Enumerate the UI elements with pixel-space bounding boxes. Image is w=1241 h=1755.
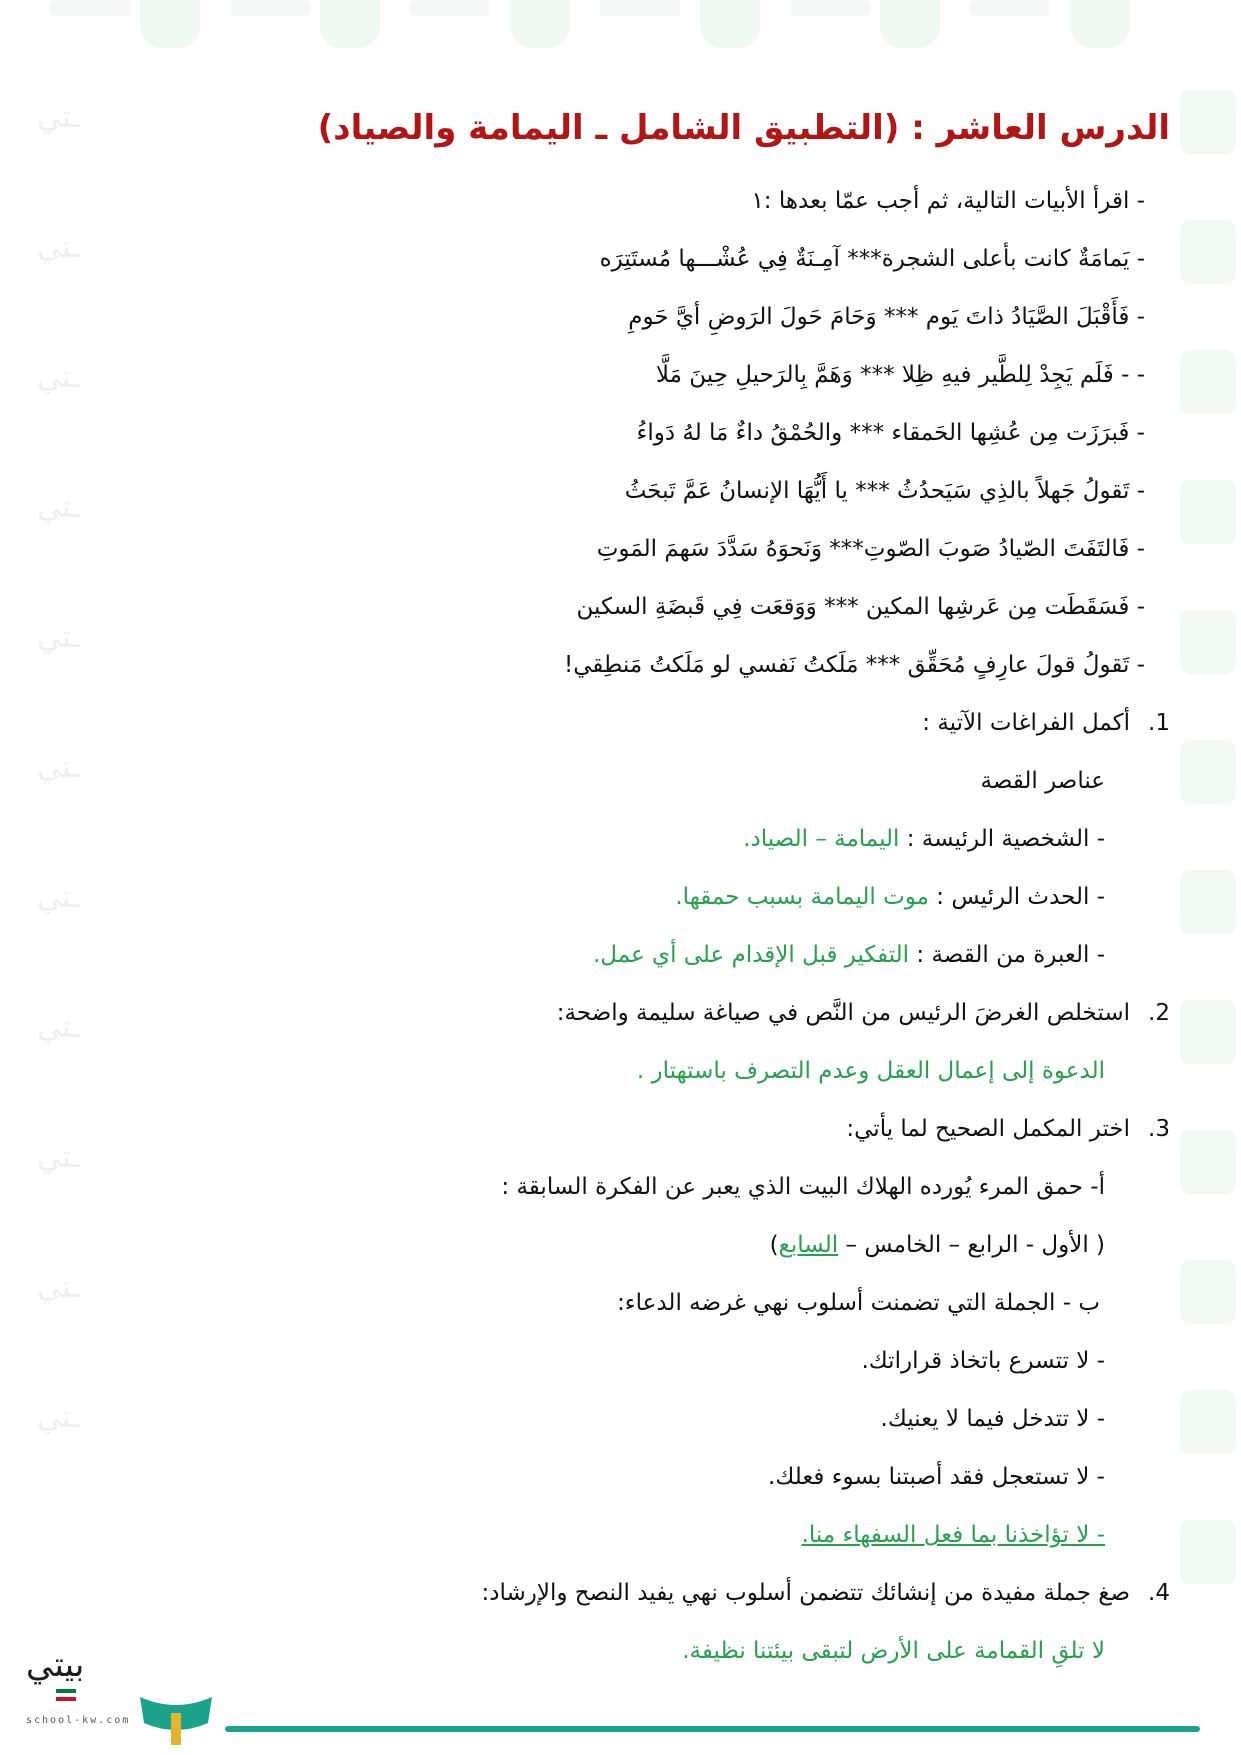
footer-divider bbox=[225, 1726, 1200, 1732]
watermark-logo-icon: ـتي bbox=[37, 230, 80, 265]
watermark-logo-icon bbox=[140, 0, 200, 48]
watermark-logo-icon: ـتي bbox=[37, 880, 80, 915]
watermark-logo-icon: ـتي bbox=[37, 1400, 80, 1435]
question-3-part-b: ب - الجملة التي تضمنت أسلوب نهي غرضه الدعاء: bbox=[617, 1290, 1100, 1316]
question-text: استخلص الغرضَ الرئيس من النَّص في صياغة سليمة واضحة: bbox=[556, 1000, 1130, 1026]
question-3 bbox=[60, 1100, 1170, 1158]
watermark-logo-icon bbox=[1180, 220, 1236, 284]
intro-instruction: - اقرأ الأبيات التالية، ثم أجب عمّا بعدها :١ bbox=[751, 188, 1145, 214]
verse-line: - تَقولُ قولَ عارِفٍ مُحَقِّق *** مَلَكتُ نَفسي لو مَلَكتُ مَنطِقي! bbox=[564, 652, 1145, 678]
question-text: أكمل الفراغات الآتية : bbox=[922, 710, 1130, 736]
watermark-logo-icon bbox=[510, 0, 570, 48]
watermark-logo-icon bbox=[1180, 1260, 1236, 1324]
question-1-item bbox=[60, 810, 1170, 868]
question-1 bbox=[60, 694, 1170, 752]
verse-line: - فَسَقَطَت مِن عَرشِها المكين *** وَوَقعَت فِي قَبضَةِ السكين bbox=[576, 594, 1145, 620]
item-label: - العبرة من القصة : bbox=[909, 942, 1105, 968]
answer-text: اليمامة – الصياد. bbox=[743, 826, 900, 852]
book-logo-icon bbox=[138, 1683, 214, 1745]
site-logo[interactable] bbox=[26, 1645, 216, 1745]
watermark-logo-icon bbox=[410, 0, 490, 16]
answer-text: موت اليمامة بسبب حمقها. bbox=[675, 884, 929, 910]
option-item: - لا تتسرع باتخاذ قراراتك. bbox=[861, 1348, 1105, 1374]
question-3-part-a-options bbox=[60, 1216, 1170, 1274]
options-text: ( الأول - الرابع – الخامس – bbox=[838, 1232, 1105, 1258]
watermark-logo-icon bbox=[230, 0, 310, 16]
question-2-answer: الدعوة إلى إعمال العقل وعدم التصرف باستهتار . bbox=[636, 1058, 1105, 1084]
option-item: - لا تستعجل فقد أصبتنا بسوء فعلك. bbox=[768, 1464, 1105, 1490]
options-text: ) bbox=[769, 1232, 779, 1258]
watermark-logo-icon: ـتي bbox=[37, 750, 80, 785]
watermark-logo-icon bbox=[1180, 740, 1236, 804]
verse-line: - فَالتَفَتَ الصّيادُ صَوبَ الصّوتِ*** وَنَحوَهُ سَدَّدَ سَهمَ المَوتِ bbox=[596, 536, 1145, 562]
watermark-logo-icon bbox=[1180, 870, 1236, 934]
watermark-logo-icon: ـتي bbox=[37, 360, 80, 395]
watermark-logo-icon bbox=[1180, 1390, 1236, 1454]
watermark-logo-icon bbox=[1180, 610, 1236, 674]
question-number: 2. bbox=[1148, 1000, 1170, 1026]
verse-line: - فَبرَزَت مِن عُشِها الحَمقاء *** والحُمْقُ داءٌ مَا لهُ دَواءُ bbox=[636, 420, 1145, 446]
option-item: - لا تتدخل فيما لا يعنيك. bbox=[880, 1406, 1105, 1432]
watermark-logo-icon bbox=[880, 0, 940, 48]
answer-text: - لا تؤاخذنا بما فعل السفهاء منا. bbox=[801, 1522, 1105, 1548]
question-number: 1. bbox=[1148, 710, 1170, 736]
watermark-logo-icon: ـتي bbox=[37, 100, 80, 135]
question-4 bbox=[60, 1564, 1170, 1622]
watermark-logo-icon bbox=[1180, 1000, 1236, 1064]
watermark-logo-icon bbox=[1070, 0, 1130, 48]
watermark-logo-icon: ـتي bbox=[37, 1270, 80, 1305]
watermark-logo-icon bbox=[1180, 90, 1236, 154]
item-label: - الحدث الرئيس : bbox=[928, 884, 1105, 910]
verse-line: - فَأَقْبَلَ الصَّيَادُ ذاتَ يَوم *** وَحَامَ حَولَ الرَوضِ أيَّ حَومِ bbox=[628, 304, 1145, 330]
question-1-subheading: عناصر القصة bbox=[980, 768, 1105, 794]
question-2 bbox=[60, 984, 1170, 1042]
item-label: - الشخصية الرئيسة : bbox=[899, 826, 1105, 852]
verse-line: - يَمامَةٌ كانت بأعلى الشجرة*** آمِـنَةٌ فِي عُشْـــها مُستَتِرَه bbox=[599, 246, 1145, 272]
question-text: صغ جملة مفيدة من إنشائك تتضمن أسلوب نهي يفيد النصح والإرشاد: bbox=[481, 1580, 1130, 1606]
watermark-logo-icon bbox=[1180, 350, 1236, 414]
watermark-logo-icon: ـتي bbox=[37, 490, 80, 525]
watermark-logo-icon bbox=[970, 0, 1050, 16]
watermark-logo-icon: ـتي bbox=[37, 620, 80, 655]
watermark-logo-icon: ـتي bbox=[37, 1140, 80, 1175]
question-3-part-a: أ- حمق المرء يُورده الهلاك البيت الذي يعبر عن الفكرة السابقة : bbox=[501, 1174, 1105, 1200]
question-1-item bbox=[60, 926, 1170, 984]
watermark-logo-icon bbox=[700, 0, 760, 48]
watermark-logo-icon bbox=[320, 0, 380, 48]
answer-text: التفكير قبل الإقدام على أي عمل. bbox=[593, 942, 910, 968]
watermark-logo-icon bbox=[600, 0, 680, 16]
watermark-logo-icon: ـتي bbox=[37, 1010, 80, 1045]
question-number: 4. bbox=[1148, 1580, 1170, 1606]
watermark-logo-icon bbox=[790, 0, 870, 16]
logo-url: school-kw.com bbox=[26, 1715, 131, 1726]
question-number: 3. bbox=[1148, 1116, 1170, 1142]
watermark-logo-icon bbox=[1180, 1130, 1236, 1194]
watermark-logo-icon bbox=[1180, 480, 1236, 544]
verse-line: - تَقولُ جَهلاً بالذِي سَيَحدُثُ *** يا أَيُّهَا الإنسانُ عَمَّ تَبحَثُ bbox=[624, 478, 1145, 504]
question-4-answer: لا تلقِ القمامة على الأرض لتبقى بيئتنا نظيفة. bbox=[682, 1638, 1105, 1664]
watermark-logo-icon bbox=[50, 0, 130, 16]
logo-text: بيتي bbox=[26, 1645, 85, 1685]
watermark-strip bbox=[0, 0, 1241, 60]
kuwait-flag-icon bbox=[56, 1689, 76, 1701]
question-text: اختر المكمل الصحيح لما يأتي: bbox=[846, 1116, 1130, 1142]
verse-line: - - فَلَم يَجِدْ لِلطَّير فيهِ ظِلا *** وَهَمَّ بِالرَحيلِ حِينَ مَلَّا bbox=[655, 362, 1145, 388]
watermark-logo-icon bbox=[1180, 1520, 1236, 1584]
question-1-item bbox=[60, 868, 1170, 926]
answer-text: السابع bbox=[778, 1232, 839, 1258]
lesson-content bbox=[60, 100, 1170, 1680]
page-title: الدرس العاشر : (التطبيق الشامل ـ اليمامة والصياد) bbox=[317, 108, 1170, 148]
